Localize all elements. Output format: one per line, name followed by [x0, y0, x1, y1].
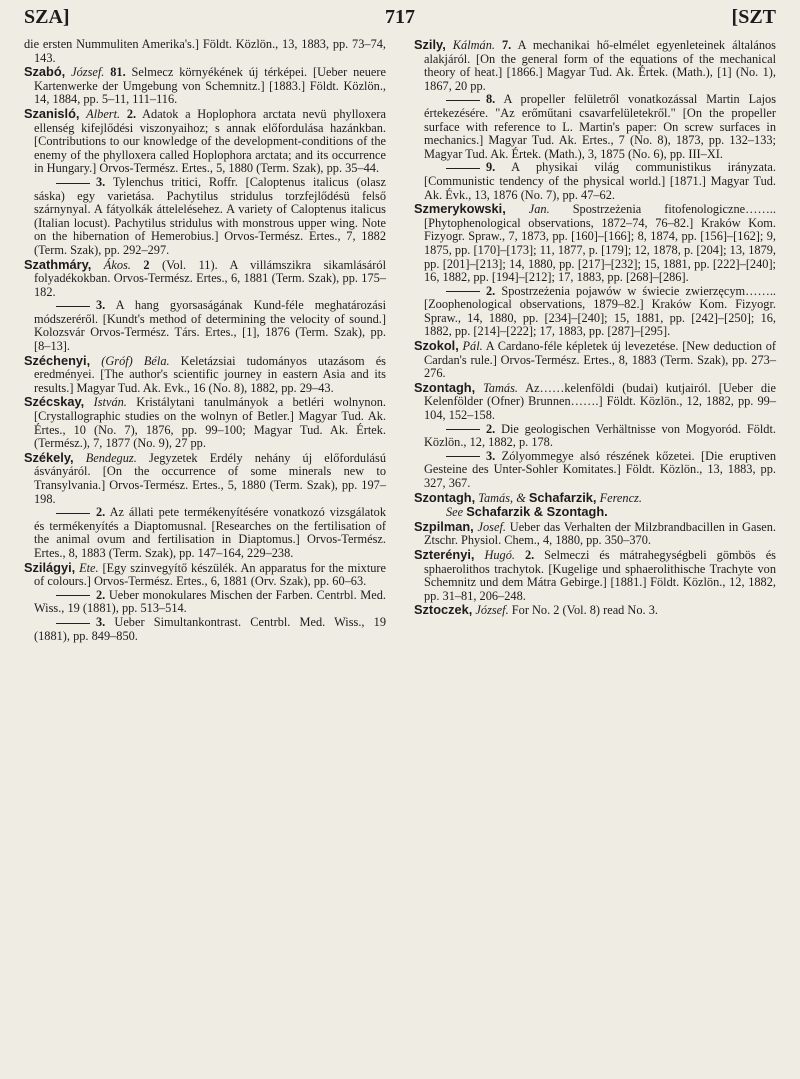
entry-number: 2.	[96, 505, 106, 520]
author-entry	[24, 107, 386, 176]
entry-number: 2.	[126, 106, 137, 121]
author-entry	[24, 395, 386, 450]
ditto-dash	[56, 183, 90, 184]
ditto-dash	[446, 100, 480, 101]
entry-text: Keletázsiai tudományos utazásom és eredményei. [The author's scientific journey in eastern Asia and its results.] Magyar Tud. Ak. Evk., 16 (No. 8), 1882, pp. 29–43.	[34, 353, 386, 395]
sub-entry	[414, 285, 776, 339]
entry-text: Selmecz környékének új térképei. [Ueber neuere Kartenwerke der Umgebung von Schemnitz.] [1883.] Földt. Közlön., 14, 1884, pp. 5–11, 111–116.	[34, 65, 386, 107]
author-given-name: Ákos.	[103, 257, 131, 272]
entry-text: A Cardano-féle képletek új levezetése. [New deduction of Cardan's rule.] Orvos-Termész. Ertes., 8, 1883 (Term. Szak), pp. 273–276.	[424, 339, 776, 381]
entry-text: A propeller felületről vonatkozással Martin Lajos értekezésére. "Az erőműtani csavarfelületekről." [On the propeller surface with reference to L. Martin's paper: On screw surfaces in mechanics.] Magyar Tud. Ak. Ertes., 7 (No. 8), 1873, pp. 132–133; Magyar Tud. Ak. Értek. (Math.), 3, 1875 (No. 6), pp. III–XI.	[424, 92, 777, 161]
author-entry	[414, 38, 776, 93]
entry-text: die ersten Nummuliten Amerika's.] Földt. Közlön., 13, 1883, pp. 73–74, 143.	[24, 37, 386, 65]
author-entry	[24, 65, 386, 107]
entry-number: 2	[143, 257, 150, 272]
entry-text: Kristálytani tanulmányok a betléri wolnynon. [Crystallographic studies on the wolnyn of Betler.] Magyar Tud. Ak. Értes., 10 (No. 7), 1876, pp. 99–100; Magyar Tud. Ak. Értek. (Termész.), 7, 1877 (No. 9), 27 pp.	[34, 395, 387, 451]
entry-continuation	[24, 38, 386, 65]
see-reference	[414, 505, 776, 520]
sub-entry	[24, 506, 386, 560]
sub-entry	[414, 450, 776, 491]
author-entry	[414, 491, 776, 506]
author-given-name: Ferencz.	[599, 490, 642, 505]
entry-number: 3.	[96, 298, 106, 313]
author-entry	[414, 202, 776, 285]
header-left: SZA]	[24, 6, 70, 28]
author-entry	[414, 339, 776, 381]
author-given-name: István.	[93, 395, 127, 410]
entry-text: Zólyommegye alsó részének kőzetei. [Die eruptiven Gesteine des Unter-Sohler Komitates.] Földt. Közlön., 13, 1883, pp. 327, 367.	[424, 448, 776, 490]
entry-text: Die geologischen Verhältnisse von Mogyoród. Földt. Közlön., 12, 1882, p. 178.	[424, 421, 776, 450]
right-column	[414, 38, 776, 618]
sub-entry	[414, 161, 776, 202]
entry-text: A hang gyorsaságának Kund-féle meghatározási módszeréről. [Kundt's method of determining the velocity of sound.] Kolozsvár Orvos-Termész. Társ. Ertes., [1], 1876 (Term. Szak), pp. [8–13].	[34, 298, 386, 354]
entry-text: Adatok a Hoplophora arctata nevü phylloxera ellenség kifejlődési viszonyaihoz; s annak előfordulása hazánkban. [Contributions to our knowledge of the development-conditions of the enemy of the phylloxera called Hoplophora arctata; and its occurrence in Hungary.] Orvos-Termész. Ertes., 5, 1880 (Term. Szak), pp. 35–44.	[34, 106, 387, 176]
entry-number: 3.	[96, 614, 106, 629]
author-name: Szterényi,	[414, 546, 475, 562]
left-column	[24, 38, 386, 643]
entry-text: Spostrzeżenia pojawów w świecie zwierzęcym…….. [Zoophenological observations, 1879–82.] Kraków Kom. Fizyogr. Spraw., 14, 1880, pp. [234]–[240]; 15, 1881, pp. [242]–[250]; 16, 1882, pp. [214]–[222]; 17, 1883, pp. [287]–[295].	[424, 283, 776, 339]
author-given-name: Jan.	[528, 202, 550, 217]
sub-entry	[24, 176, 386, 258]
entry-number: 7.	[502, 38, 512, 52]
entry-number: 3.	[486, 448, 496, 463]
author-name: Szécskay,	[24, 394, 85, 410]
ditto-dash	[446, 168, 480, 169]
entry-text: Ueber Simultankontrast. Centrbl. Med. Wiss., 19 (1881), pp. 849–850.	[34, 614, 386, 643]
entry-text: Tylenchus tritici, Roffr. [Caloptenus italicus (olasz sáska) egy varietása. Pachytilus stridulus torzfejlődésü felső szárnynyal. A fátyolkák áttelelésehez. A variety of Caloptenus italicus (Italian locust). Pachytilus stridulus with monstrous upper wing. Note on the hibernation of Hemerobius.] Orvos-Termész. Ertes., 7, 1882 (Term. Szak), pp. 292–297.	[34, 174, 386, 257]
author-given-name: Bendeguz.	[85, 450, 137, 465]
author-entry	[414, 548, 776, 603]
author-name: Szontagh,	[414, 489, 476, 505]
sub-entry	[24, 616, 386, 643]
ditto-dash	[56, 595, 90, 596]
entry-number: 2.	[486, 283, 496, 298]
author-entry	[24, 451, 386, 506]
entry-text: For No. 2 (Vol. 8) read No. 3.	[511, 603, 658, 618]
author-entry	[414, 603, 776, 618]
entry-text: Selmeczi és mátrahegységbeli gömbös és sphaerolithos trachytok. [Kugelige und sphaerolithische Trachyte von Schemnitz und dem Mátra Gebirge.] [1881.] Földt. Közlön., 12, 1882, pp. 31–81, 206–248.	[424, 547, 776, 603]
entry-text: Az……kelenföldi (budai) kutjairól. [Ueber die Kelenfölder (Ofner) Brunnen…….] Földt. Közlön., 12, 1882, pp. 99–104, 152–158.	[424, 380, 776, 423]
see-target: Schafarzik & Szontagh.	[466, 504, 608, 520]
entry-number: 9.	[486, 160, 496, 175]
entry-number: 2.	[96, 587, 106, 602]
ditto-dash	[446, 456, 480, 457]
author-entry	[24, 561, 386, 589]
sub-entry	[24, 299, 386, 353]
entry-text: [Egy szinvegyítő készülék. An apparatus for the mixture of colours.] Orvos-Termész. Ertes., 6, 1881 (Orv. Szak), pp. 60–63.	[34, 560, 387, 589]
header-right: [SZT	[731, 6, 776, 28]
author-name: Szanisló,	[24, 105, 80, 121]
entry-number: 3.	[96, 174, 106, 189]
author-given-name: Pál.	[462, 339, 483, 354]
author-name: Szokol,	[414, 338, 459, 354]
author-name: Szabó,	[24, 64, 66, 80]
entry-text: (Vol. 11). A villámszikra sikamlásáról folyadékokban. Orvos-Termész. Ertes., 6, 1881 (Term. Szak), pp. 175–182.	[34, 257, 386, 299]
entry-number: 8.	[486, 92, 496, 107]
author-name: Sztoczek,	[414, 602, 473, 618]
sub-entry	[414, 423, 776, 450]
author-name: Schafarzik,	[528, 489, 597, 505]
author-given-name: József.	[71, 65, 105, 80]
entry-number: 81.	[110, 65, 126, 80]
author-entry	[414, 520, 776, 548]
entry-text: Spostrzeżenia fitofenologiczne…….. [Phytophenological observations, 1872–74, 76–82.] Kraków Kom. Fizyogr. Spraw., 7, 1873, pp. [160]–[166]; 8, 1874, pp. [156]–[162]; 9, 1875, pp. [170]–[173]; 11, 1877, p. [179]; 12, 1878, p. [204]; 13, 1879, pp. [201]–[213]; 14, 1880, pp. [217]–[232]; 15, 1881, pp. [222]–[240]; 16, 1882, pp. [194]–[212]; 17, 1883, pp. [268]–[286].	[424, 202, 776, 285]
author-name: Szmerykowski,	[414, 201, 506, 217]
author-name: Széchenyi,	[24, 352, 91, 368]
sub-entry	[414, 93, 776, 161]
author-entry	[24, 354, 386, 396]
author-entry	[414, 381, 776, 423]
entry-number: 2.	[524, 547, 535, 562]
entry-text: Jegyzetek Erdély nehány új előfordulású ásványáról. [On the occurrence of some minerals new to Transylvania.] Orvos-Termész. Ertes., 5, 1880 (Term. Szak), pp. 197–198.	[34, 450, 386, 506]
ditto-dash	[56, 306, 90, 307]
entry-text: Az állati pete termékenyítésére vonatkozó vizsgálatok és termékenyítés a Diaptomusnal. [Researches on the fertilisation of the animal ovum and fertilisation in Diaptomus.] Orvos-Termész. Ertes., 8, 1883 (Term. Szak), pp. 147–164, 229–238.	[34, 505, 386, 560]
ditto-dash	[56, 623, 90, 624]
entry-text: A physikai világ communistikus irányzata. [Communistic tendency of the physical world.] [1871.] Magyar Tud. Ak. Évk., 13, 1876 (No. 7), pp. 47–62.	[424, 160, 776, 202]
author-given-name: Tamás, &	[478, 490, 529, 505]
author-given-name: Kálmán.	[452, 38, 495, 52]
page-number: 717	[385, 6, 415, 28]
running-header	[24, 6, 776, 36]
author-given-name: József.	[475, 603, 509, 618]
author-entry	[24, 258, 386, 300]
entry-text: A mechanikai hő-elmélet egyenleteinek általános alakjáról. [On the general form of the equations of the mechanical theory of heat.] [1866.] Magyar Tud. Ak. Értek. (Math.), [1] (No. 1), 1867, 20 pp.	[424, 38, 776, 93]
author-name: Szathmáry,	[24, 256, 92, 272]
author-name: Székely,	[24, 449, 74, 465]
ditto-dash	[446, 291, 480, 292]
author-name: Szily,	[414, 37, 446, 52]
author-name: Szpilman,	[414, 518, 474, 534]
entry-text: Ueber das Verhalten der Milzbrandbacillen in Gasen. Ztschr. Physiol. Chem., 4, 1880, pp. 350–370.	[424, 519, 776, 548]
author-given-name: Ete.	[79, 560, 99, 575]
author-given-name: Hugó.	[484, 547, 515, 562]
entry-text: Ueber monokulares Mischen der Farben. Centrbl. Med. Wiss., 19 (1881), pp. 513–514.	[34, 587, 386, 616]
author-given-name: Josef.	[477, 519, 506, 534]
entry-number: 2.	[486, 421, 496, 436]
see-label: See	[446, 505, 467, 520]
author-given-name: Albert.	[86, 106, 121, 121]
sub-entry	[24, 589, 386, 616]
author-name: Szontagh,	[414, 379, 476, 395]
ditto-dash	[446, 429, 480, 430]
author-given-name: (Gróf) Béla.	[101, 353, 170, 368]
ditto-dash	[56, 513, 90, 514]
author-given-name: Tamás.	[483, 380, 518, 395]
author-name: Szilágyi,	[24, 559, 76, 575]
